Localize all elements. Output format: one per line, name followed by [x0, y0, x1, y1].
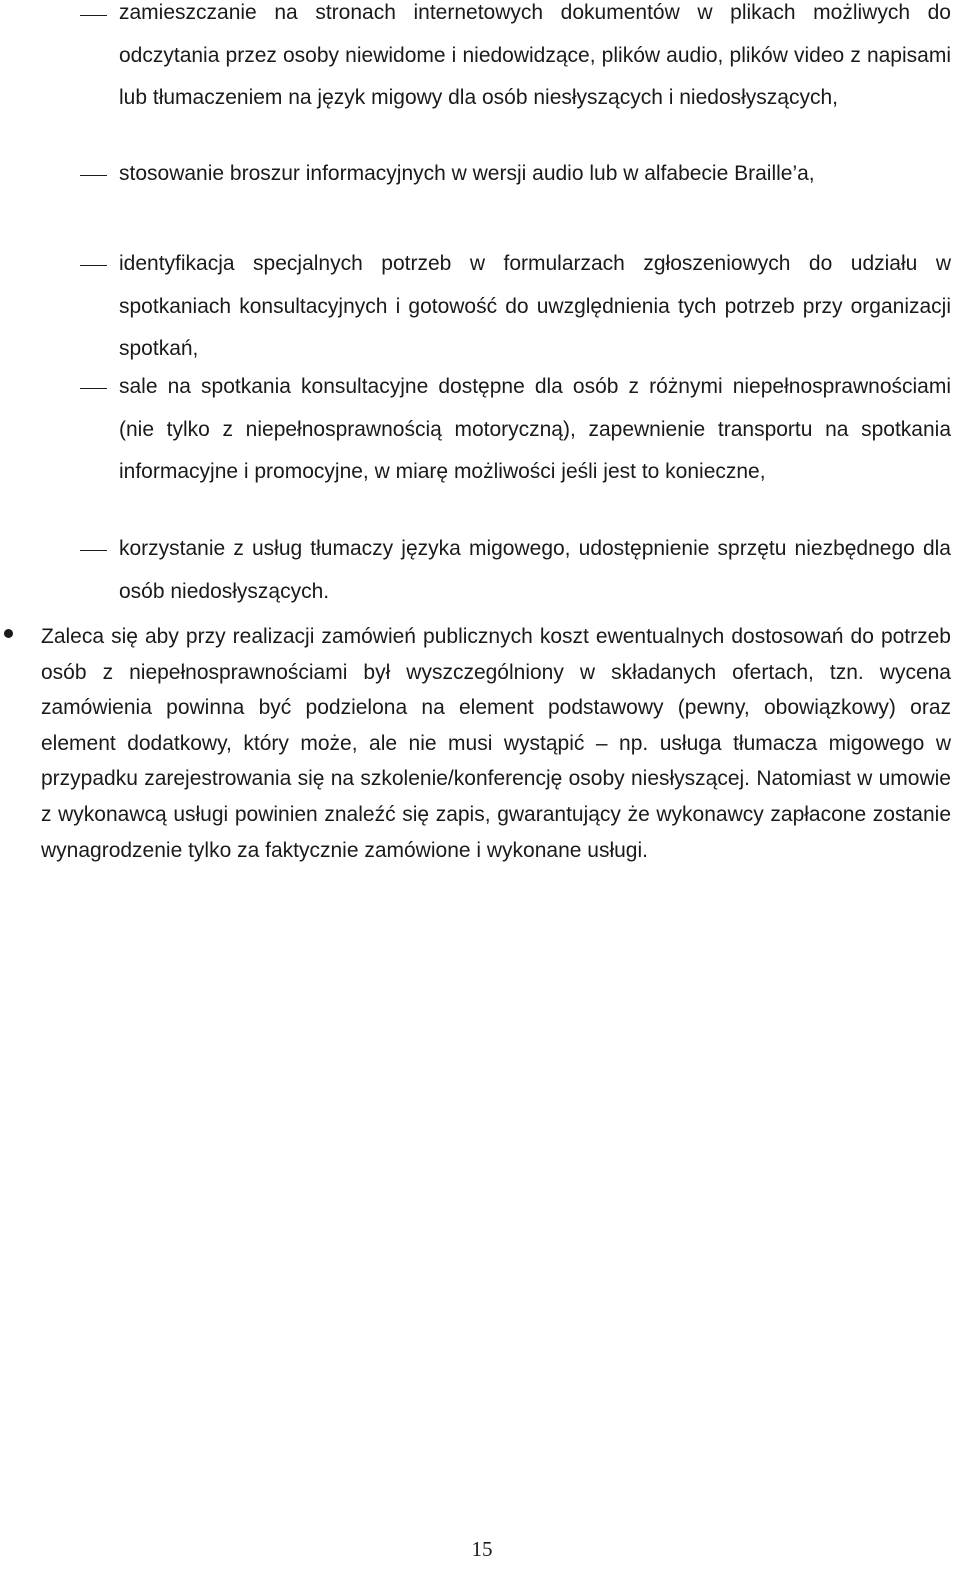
list-item-text: identyfikacja specjalnych potrzeb w formularzach zgłoszeniowych do udziału w spotkaniach konsultacyjnych i gotowość do uwzględnienia tych potrzeb przy organizacji spotkań,	[119, 252, 951, 360]
list-item-text: stosowanie broszur informacyjnych w wersji audio lub w alfabecie Braille’a,	[119, 162, 815, 185]
list-item-text: zamieszczanie na stronach internetowych dokumentów w plikach możliwych do odczytania przez osoby niewidome i niedowidzące, plików audio, plików video z napisami lub tłumaczeniem na język migowy dla osób niesłyszących i niedosłyszących,	[119, 1, 951, 109]
page-number-label: 15	[471, 1537, 493, 1561]
dash-marker-icon	[80, 15, 107, 16]
list-item-text: sale na spotkania konsultacyjne dostępne dla osób z różnymi niepełnosprawnościami (nie tylko z niepełnosprawnością motoryczną), zapewnienie transportu na spotkania informacyjne i promocyjne, w miarę możliwości jeśli jest to konieczne,	[119, 375, 951, 483]
dash-marker-icon	[80, 175, 107, 176]
page-number	[0, 1537, 960, 1562]
bullet-icon	[4, 629, 13, 638]
dash-marker-icon	[80, 550, 107, 551]
bullet-paragraph: Zaleca się aby przy realizacji zamówień publicznych koszt ewentualnych dostosowań do potrzeb osób z niepełnosprawnościami był wyszczególniony w składanych ofertach, tzn. wycena zamówienia powinna być podzielona na element podstawowy (pewny, obowiązkowy) oraz element dodatkowy, który może, ale nie musi wystąpić – np. usługa tłumacza migowego w przypadku zarejestrowania się na szkolenie/konferencję osoby niesłyszącej. Natomiast w umowie z wykonawcą usługi powinien znaleźć się zapis, gwarantujący że wykonawcy zapłacone zostanie wynagrodzenie tylko za faktycznie zamówione i wykonane usługi.	[41, 625, 951, 862]
dash-marker-icon	[80, 388, 107, 389]
dash-marker-icon	[80, 265, 107, 266]
list-item-text: korzystanie z usług tłumaczy języka migowego, udostępnienie sprzętu niezbędnego dla osób niedosłyszących.	[119, 537, 951, 603]
